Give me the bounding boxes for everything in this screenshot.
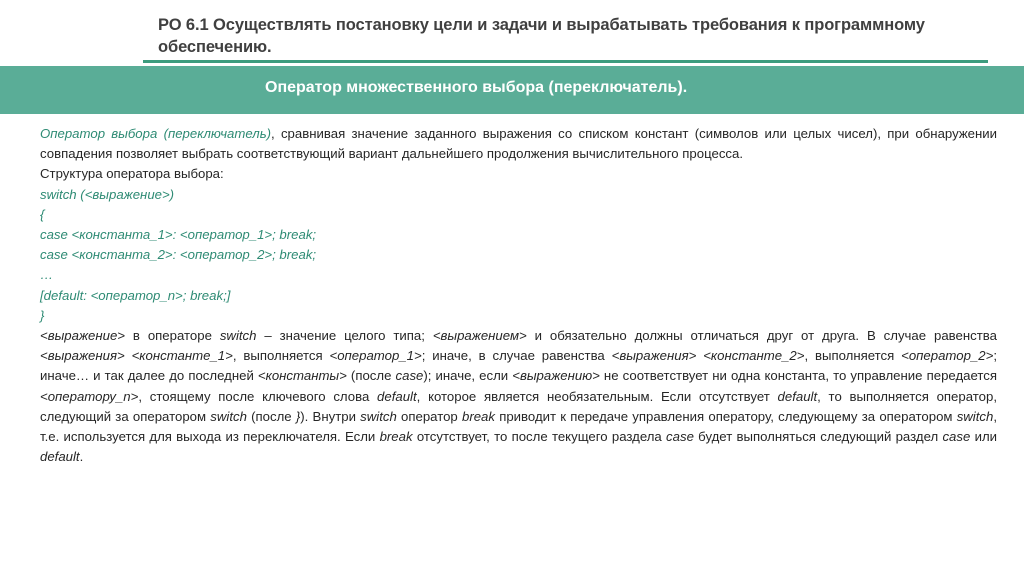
desc-text: , то выполняется оператор, следующий за оператором	[40, 388, 997, 424]
desc-term: switch	[956, 408, 994, 424]
code-line: …	[40, 267, 54, 283]
intro-paragraph	[40, 124, 997, 164]
desc-term: default	[40, 449, 80, 465]
desc-term: <оператор_2>	[901, 348, 994, 364]
desc-text: , выполняется	[232, 348, 330, 364]
desc-text: ; иначе, в случае равенства	[421, 348, 612, 364]
desc-text: ); иначе, если	[423, 368, 513, 384]
slide-body	[40, 124, 997, 467]
desc-term: <выражение>	[40, 328, 125, 344]
desc-text: , т.е. используется для выхода из переключателя. Если	[40, 408, 997, 445]
desc-text: , которое является необязательным. Если отсутствует	[416, 388, 778, 404]
desc-term: break	[461, 408, 495, 424]
desc-term: <выражением>	[432, 328, 527, 344]
desc-term: <оператору_n>	[40, 388, 139, 404]
desc-term: <выражения>	[611, 348, 697, 364]
desc-term: <константы>	[257, 368, 347, 384]
intro-term: Оператор выбора (переключатель)	[40, 126, 272, 141]
desc-text: , стоящему после ключевого слова	[138, 388, 378, 404]
section-banner-title: Оператор множественного выбора (переключатель).	[265, 79, 688, 96]
desc-text: будет выполняться следующий раздел	[693, 429, 943, 445]
desc-text: – значение целого типа;	[256, 328, 433, 344]
desc-term: case	[942, 429, 971, 445]
desc-term: default	[777, 388, 818, 404]
desc-text: (после	[246, 408, 296, 424]
desc-text: и обязательно должны отличаться друг от друга. В случае равенства	[526, 328, 997, 344]
code-line: case <константа_1>: <оператор_1>; break;	[40, 227, 317, 243]
desc-term: break	[379, 429, 413, 445]
desc-text: ). Внутри	[300, 408, 361, 424]
desc-text	[125, 348, 132, 363]
code-line: case <константа_2>: <оператор_2>; break;	[40, 247, 317, 263]
desc-term: default	[377, 388, 417, 404]
desc-text: отсутствует, то после текущего раздела	[412, 429, 667, 445]
intro-text: , сравнивая значение заданного выражения со списком констант (символов или целых чисел), при обнаружении совпадения позволяет выбрать соответствующий вариант дальнейшего продолжения вычислительного процесса.	[40, 126, 997, 162]
desc-text: приводит к передаче управления оператору, следующему за оператором	[494, 408, 957, 424]
desc-term: <выражению>	[512, 368, 600, 384]
code-line: [default: <оператор_n>; break;]	[40, 287, 231, 303]
code-line: {	[40, 206, 45, 222]
slide-header-title: РО 6.1 Осуществлять постановку цели и задачи и вырабатывать требования к программному обеспечению.	[158, 16, 925, 56]
desc-text: или	[970, 429, 998, 445]
desc-text: оператор	[396, 408, 462, 424]
desc-term: switch	[210, 408, 247, 424]
desc-term: <оператор_1>	[329, 348, 422, 364]
desc-term: <выражения>	[40, 348, 125, 364]
code-line: }	[40, 307, 45, 323]
header-divider	[143, 60, 988, 63]
desc-term: case	[666, 429, 694, 445]
desc-text: (после	[346, 368, 396, 384]
desc-term: <константе_2>	[703, 348, 805, 364]
desc-text: в операторе	[125, 328, 220, 344]
code-line: switch (<выражение>)	[40, 186, 175, 202]
desc-term: <константе_1>	[131, 348, 233, 364]
desc-text: .	[79, 449, 84, 465]
structure-label: Структура оператора выбора:	[40, 166, 224, 182]
desc-term: switch	[360, 408, 397, 424]
desc-text: ; иначе… и так далее до последней	[40, 348, 997, 384]
desc-term: }	[295, 408, 301, 424]
desc-term: switch	[219, 328, 257, 344]
description-paragraph	[40, 326, 997, 467]
desc-text: не соответствует ни одна константа, то управление передается	[599, 368, 997, 384]
desc-term: case	[395, 368, 424, 384]
desc-text: , выполняется	[804, 348, 902, 364]
